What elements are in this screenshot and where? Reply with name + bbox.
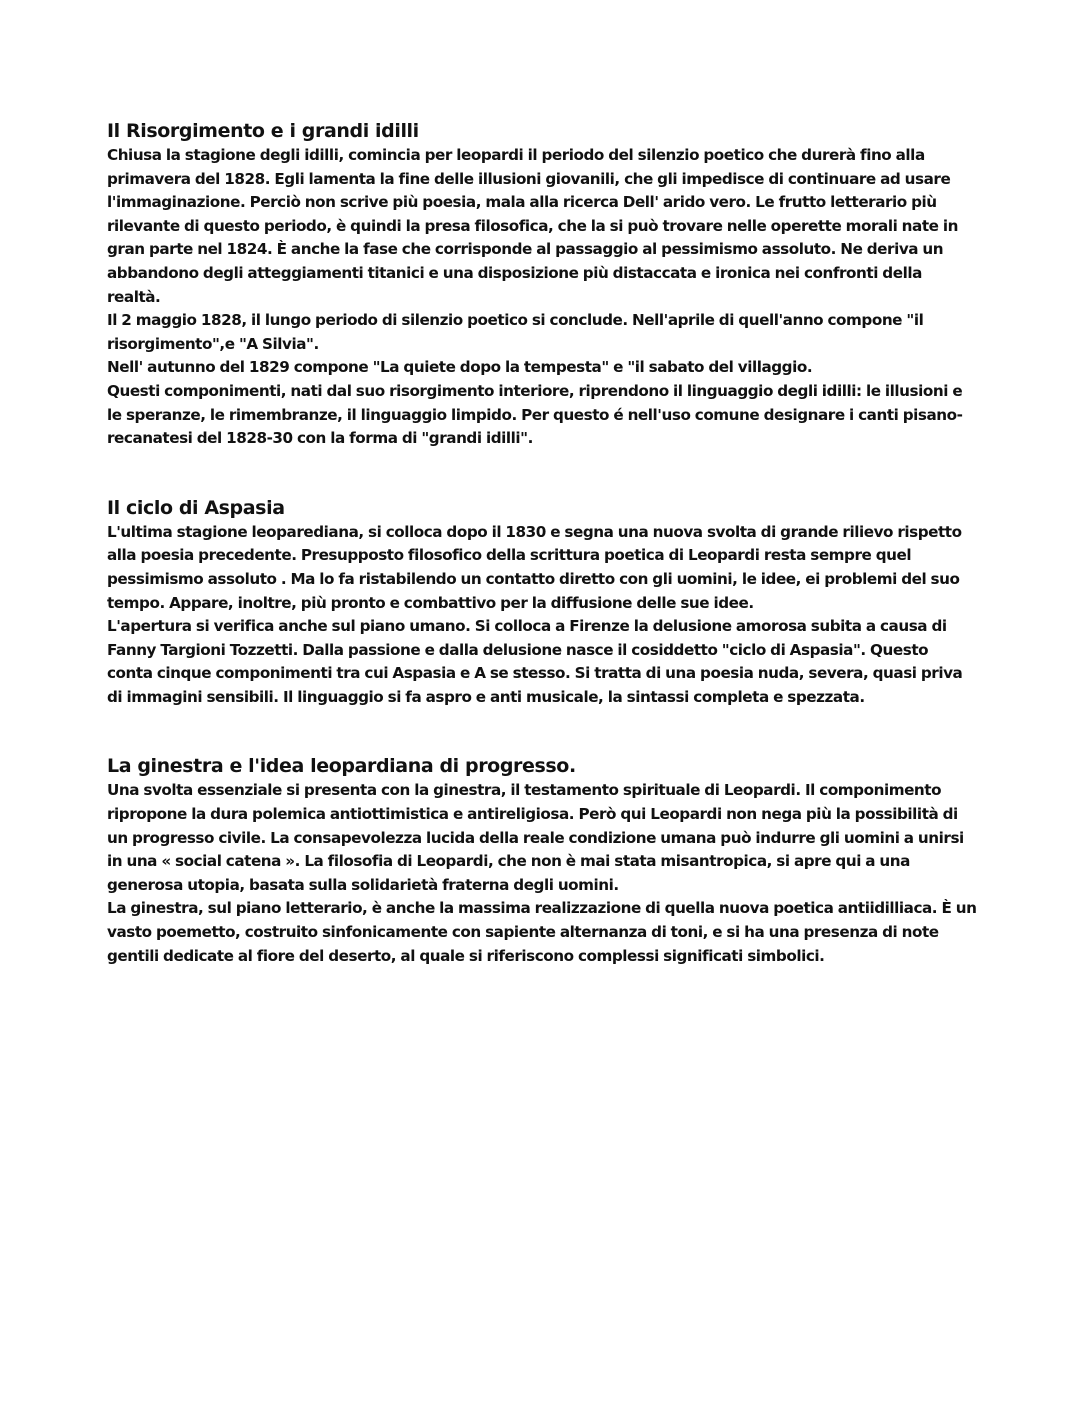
paragraph: Nell' autunno del 1829 compone "La quiete dopo la tempesta" e "il sabato del villaggio.: [107, 358, 813, 377]
section-ginestra: [107, 753, 977, 968]
section-aspasia: [107, 495, 977, 710]
paragraph: La ginestra, sul piano letterario, è anche la massima realizzazione di quella nuova poetica antiidilliaca. È un vasto poemetto, costruito sinfonicamente con sapiente alternanza di toni, e si ha una presenza di note gentili dedicate al fiore del deserto, al quale si riferiscono complessi significati simbolici.: [107, 899, 977, 965]
section-title: Il Risorgimento e i grandi idilli: [107, 120, 419, 142]
section-risorgimento: [107, 118, 977, 451]
paragraph: Chiusa la stagione degli idilli, comincia per leopardi il periodo del silenzio poetico che durerà fino alla primavera del 1828. Egli lamenta la fine delle illusioni giovanili, che gli impedisce di continuare ad usare l'immaginazione. Perciò non scrive più poesia, mala alla ricerca Dell' arido vero. Le frutto letterario più rilevante di questo periodo, è quindi la presa filosofica, che la si può trovare nelle operette morali nate in gran parte nel 1824. È anche la fase che corrisponde al passaggio al pessimismo assoluto. Ne deriva un abbandono degli atteggiamenti titanici e una disposizione più distaccata e ironica nei confronti della realtà.: [107, 146, 958, 306]
paragraph: L'ultima stagione leoparediana, si colloca dopo il 1830 e segna una nuova svolta di grande rilievo rispetto alla poesia precedente. Presupposto filosofico della scrittura poetica di Leopardi resta sempre quel pessimismo assoluto . Ma lo fa ristabilendo un contatto diretto con gli uomini, le idee, ei problemi del suo tempo. Appare, inoltre, più pronto e combattivo per la diffusione delle sue idee.: [107, 522, 962, 612]
paragraph: L'apertura si verifica anche sul piano umano. Si colloca a Firenze la delusione amorosa subita a causa di Fanny Targioni Tozzetti. Dalla passione e dalla delusione nasce il cosiddetto "ciclo di Aspasia". Questo conta cinque componimenti tra cui Aspasia e A se stesso. Si tratta di una poesia nuda, severa, quasi priva di immagini sensibili. Il linguaggio si fa aspro e anti musicale, la sintassi completa e spezzata.: [107, 617, 963, 706]
section-title: Il ciclo di Aspasia: [107, 496, 285, 519]
paragraph: Una svolta essenziale si presenta con la ginestra, il testamento spirituale di Leopardi. Il componimento ripropone la dura polemica antiottimistica e antireligiosa. Però qui Leopardi non nega più la possibilità di un progresso civile. La consapevolezza lucida della reale condizione umana può indurre gli uomini a unirsi in una « social catena ». La filosofia di Leopardi, che non è mai stata misantropica, si apre qui a una generosa utopia, basata sulla solidarietà fraterna degli uomini.: [107, 781, 964, 894]
section-title: La ginestra e l'idea leopardiana di progresso.: [107, 755, 576, 778]
paragraph: Il 2 maggio 1828, il lungo periodo di silenzio poetico si conclude. Nell'aprile di quell'anno compone "il risorgimento",e "A Silvia".: [107, 311, 924, 353]
paragraph: Questi componimenti, nati dal suo risorgimento interiore, riprendono il linguaggio degli idilli: le illusioni e le speranze, le rimembranze, il linguaggio limpido. Per questo é nell'uso comune designare i canti pisano-recanatesi del 1828-30 con la forma di "grandi idilli".: [107, 381, 963, 448]
document-page: [107, 118, 977, 968]
